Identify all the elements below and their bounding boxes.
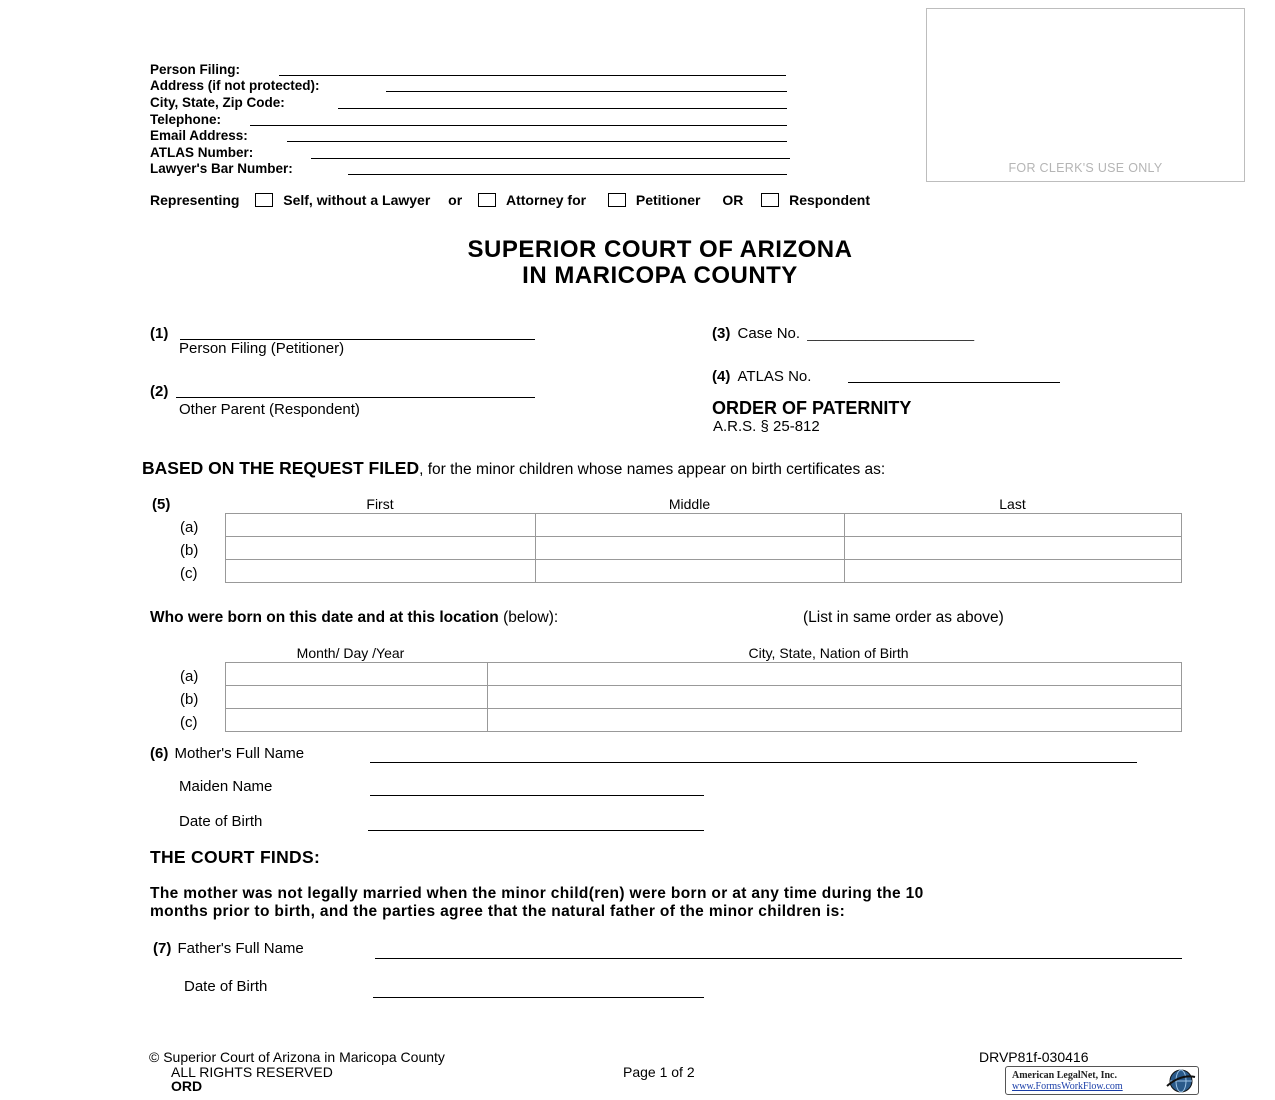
legalnet-logo[interactable] bbox=[1005, 1066, 1199, 1095]
father-dob-label: Date of Birth bbox=[184, 978, 268, 995]
case-number-index: (3) bbox=[712, 325, 731, 342]
birth-c-place-cell[interactable] bbox=[488, 709, 1182, 732]
birth-date-header: Month/ Day /Year bbox=[296, 645, 405, 661]
email-line[interactable] bbox=[287, 141, 787, 142]
child-b-last-cell[interactable] bbox=[845, 537, 1182, 560]
mother-dob-label: Date of Birth bbox=[179, 813, 263, 830]
case-number-label: Case No. bbox=[737, 325, 801, 342]
last-name-header: Last bbox=[999, 496, 1026, 512]
footer-page-number: Page 1 of 2 bbox=[623, 1064, 695, 1080]
bar-number-line[interactable] bbox=[348, 174, 787, 175]
logo-company-name: American LegalNet, Inc. bbox=[1012, 1070, 1117, 1081]
atlas-no-line[interactable] bbox=[848, 382, 1060, 383]
birth-b-date-cell[interactable] bbox=[226, 686, 488, 709]
mother-full-name-label: Mother's Full Name bbox=[174, 745, 305, 762]
child-c-last-cell[interactable] bbox=[845, 560, 1182, 583]
court-finds-line1: The mother was not legally married when the minor child(ren) were born or at any time during the 10 bbox=[150, 885, 924, 902]
atlas-no-label: ATLAS No. bbox=[737, 368, 812, 385]
court-title-line1: SUPERIOR COURT OF ARIZONA bbox=[467, 236, 853, 263]
clerk-use-box bbox=[926, 8, 1245, 182]
party-1-number: (1) bbox=[150, 325, 169, 342]
footer-rights: ALL RIGHTS RESERVED bbox=[171, 1064, 333, 1080]
or-text: or bbox=[448, 192, 463, 208]
birth-info-table bbox=[225, 662, 1182, 732]
request-rest: , for the minor children whose names appear on birth certificates as: bbox=[419, 461, 886, 478]
middle-name-header: Middle bbox=[668, 496, 711, 512]
address-label: Address (if not protected): bbox=[150, 78, 320, 93]
first-name-header: First bbox=[366, 496, 394, 512]
father-dob-line[interactable] bbox=[373, 997, 704, 998]
globe-icon bbox=[1164, 1068, 1198, 1094]
child-a-first-cell[interactable] bbox=[226, 514, 536, 537]
birth-b-place-cell[interactable] bbox=[488, 686, 1182, 709]
person-filing-line[interactable] bbox=[279, 75, 786, 76]
footer-copyright: © Superior Court of Arizona in Maricopa County bbox=[149, 1049, 445, 1065]
father-full-name-label-group bbox=[153, 940, 304, 957]
atlas-no-index: (4) bbox=[712, 368, 731, 385]
child-row-b-label: (b) bbox=[180, 542, 199, 559]
mother-dob-line[interactable] bbox=[368, 830, 704, 831]
birth-rest: (below): bbox=[498, 609, 559, 626]
table-row bbox=[226, 560, 1182, 583]
attorney-checkbox[interactable] bbox=[478, 193, 496, 207]
respondent-name-line[interactable] bbox=[176, 397, 535, 398]
maiden-name-label: Maiden Name bbox=[179, 778, 273, 795]
email-label: Email Address: bbox=[150, 128, 248, 143]
bar-number-label: Lawyer's Bar Number: bbox=[150, 161, 293, 176]
father-full-name-label: Father's Full Name bbox=[177, 940, 304, 957]
table-row bbox=[226, 663, 1182, 686]
or-text-2: OR bbox=[722, 192, 744, 208]
birth-order-note: (List in same order as above) bbox=[803, 609, 1004, 626]
petitioner-label: Petitioner bbox=[635, 192, 701, 208]
city-state-zip-label: City, State, Zip Code: bbox=[150, 95, 285, 110]
city-state-zip-line[interactable] bbox=[338, 108, 787, 109]
maiden-name-line[interactable] bbox=[370, 795, 704, 796]
document-title: ORDER OF PATERNITY bbox=[712, 398, 912, 418]
court-finds-heading: THE COURT FINDS: bbox=[150, 847, 321, 867]
mother-full-name-line[interactable] bbox=[370, 762, 1137, 763]
petitioner-caption: Person Filing (Petitioner) bbox=[179, 340, 345, 357]
respondent-caption: Other Parent (Respondent) bbox=[179, 401, 360, 418]
child-c-first-cell[interactable] bbox=[226, 560, 536, 583]
birth-c-date-cell[interactable] bbox=[226, 709, 488, 732]
request-bold: BASED ON THE REQUEST FILED bbox=[142, 458, 420, 478]
respondent-checkbox[interactable] bbox=[761, 193, 779, 207]
birth-statement bbox=[150, 609, 558, 627]
court-title-line2: IN MARICOPA COUNTY bbox=[522, 262, 798, 289]
birth-a-date-cell[interactable] bbox=[226, 663, 488, 686]
mother-number: (6) bbox=[150, 745, 169, 762]
representing-label: Representing bbox=[150, 192, 240, 208]
birth-row-c-label: (c) bbox=[180, 714, 198, 731]
respondent-label: Respondent bbox=[789, 192, 870, 208]
self-checkbox[interactable] bbox=[255, 193, 273, 207]
child-row-c-label: (c) bbox=[180, 565, 198, 582]
table-row bbox=[226, 709, 1182, 732]
person-filing-label: Person Filing: bbox=[150, 62, 241, 77]
child-a-last-cell[interactable] bbox=[845, 514, 1182, 537]
child-c-middle-cell[interactable] bbox=[536, 560, 845, 583]
child-b-first-cell[interactable] bbox=[226, 537, 536, 560]
statute-reference: A.R.S. § 25-812 bbox=[713, 418, 820, 435]
father-full-name-line[interactable] bbox=[375, 958, 1182, 959]
birth-row-a-label: (a) bbox=[180, 668, 199, 685]
party-2-number: (2) bbox=[150, 383, 169, 400]
table-row bbox=[226, 537, 1182, 560]
birth-place-header: City, State, Nation of Birth bbox=[748, 645, 909, 661]
child-b-middle-cell[interactable] bbox=[536, 537, 845, 560]
court-finds-line2: months prior to birth, and the parties agree that the natural father of the minor children is: bbox=[150, 903, 846, 920]
clerk-use-label: FOR CLERK'S USE ONLY bbox=[1008, 161, 1163, 175]
child-a-middle-cell[interactable] bbox=[536, 514, 845, 537]
self-label: Self, without a Lawyer bbox=[283, 192, 431, 208]
representing-row bbox=[150, 192, 870, 208]
case-number-field[interactable] bbox=[712, 325, 974, 342]
children-number: (5) bbox=[152, 496, 171, 513]
atlas-no-field bbox=[712, 368, 811, 385]
birth-bold: Who were born on this date and at this location bbox=[150, 609, 499, 626]
table-row bbox=[226, 514, 1182, 537]
footer-form-id: DRVP81f-030416 bbox=[979, 1049, 1089, 1065]
birth-a-place-cell[interactable] bbox=[488, 663, 1182, 686]
case-number-blank: ____________________ bbox=[807, 325, 975, 342]
request-statement bbox=[142, 458, 885, 479]
atlas-number-label: ATLAS Number: bbox=[150, 145, 254, 160]
footer-code: ORD bbox=[171, 1078, 203, 1094]
telephone-label: Telephone: bbox=[150, 112, 222, 127]
children-names-table bbox=[225, 513, 1182, 583]
table-row bbox=[226, 686, 1182, 709]
child-row-a-label: (a) bbox=[180, 519, 199, 536]
petitioner-checkbox[interactable] bbox=[608, 193, 626, 207]
mother-full-name-label-group bbox=[150, 745, 304, 762]
address-line[interactable] bbox=[386, 91, 787, 92]
attorney-label: Attorney for bbox=[505, 192, 587, 208]
father-number: (7) bbox=[153, 940, 172, 957]
birth-row-b-label: (b) bbox=[180, 691, 199, 708]
atlas-number-line[interactable] bbox=[311, 158, 790, 159]
logo-website: www.FormsWorkFlow.com bbox=[1012, 1081, 1123, 1092]
telephone-line[interactable] bbox=[250, 125, 787, 126]
